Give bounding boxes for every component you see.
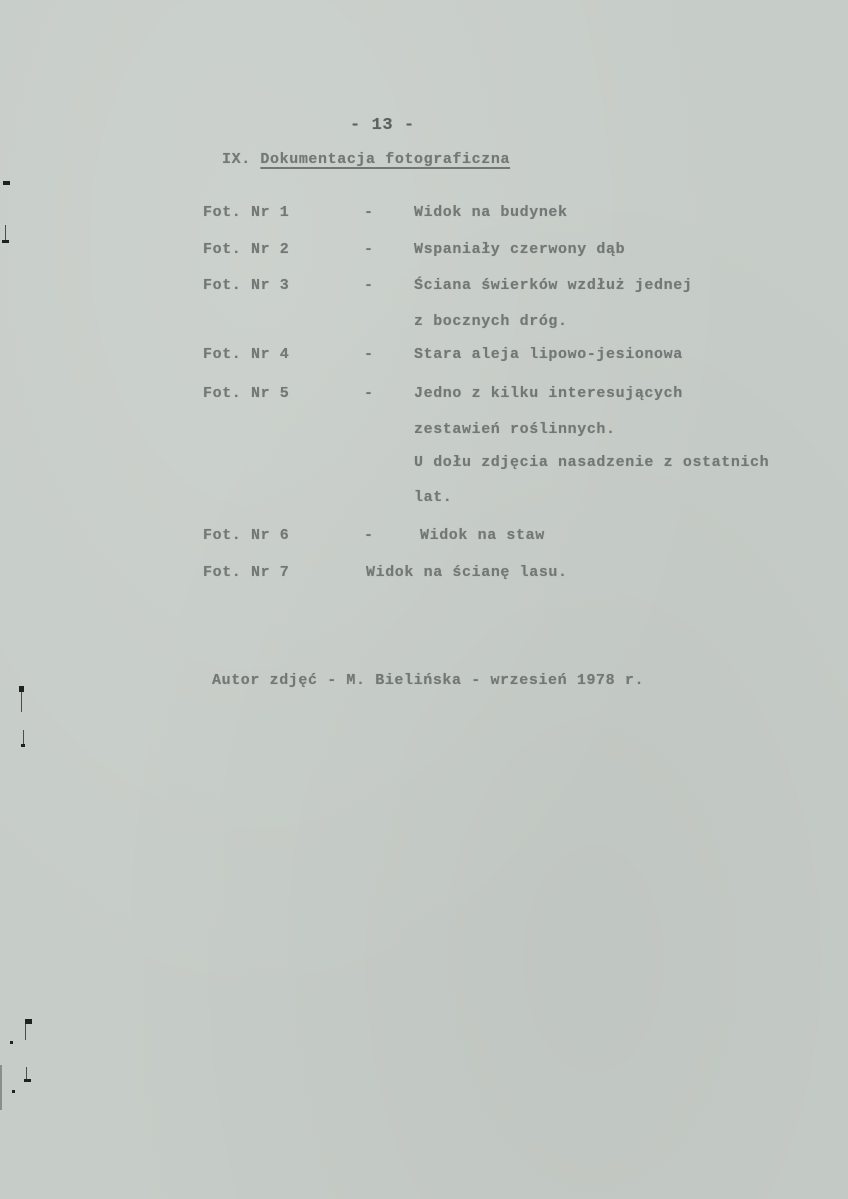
photo-description-3-line-1: Ściana świerków wzdłuż jednej bbox=[414, 277, 693, 294]
photo-dash-5: - bbox=[364, 385, 374, 402]
photo-description-3-line-2: z bocznych dróg. bbox=[414, 313, 568, 330]
photo-description-5-line-3: U dołu zdjęcia nasadzenie z ostatnich bbox=[414, 454, 770, 471]
photo-description-5-line-2: zestawień roślinnych. bbox=[414, 421, 616, 438]
page-number: - 13 - bbox=[350, 116, 415, 135]
photo-dash-1: - bbox=[364, 204, 374, 221]
photo-description-2: Wspaniały czerwony dąb bbox=[414, 241, 626, 258]
photo-description-4: Stara aleja lipowo-jesionowa bbox=[414, 346, 683, 363]
photo-dash-3: - bbox=[364, 277, 374, 294]
section-number: IX. bbox=[222, 151, 251, 168]
photo-label-2: Fot. Nr 2 bbox=[203, 241, 290, 258]
photo-description-7: Widok na ścianę lasu. bbox=[366, 564, 568, 581]
photo-dash-2: - bbox=[364, 241, 374, 258]
photo-description-6: Widok na staw bbox=[420, 527, 545, 544]
photo-label-6: Fot. Nr 6 bbox=[203, 527, 290, 544]
photo-label-1: Fot. Nr 1 bbox=[203, 204, 290, 221]
photo-label-5: Fot. Nr 5 bbox=[203, 385, 290, 402]
photo-label-4: Fot. Nr 4 bbox=[203, 346, 290, 363]
photo-dash-4: - bbox=[364, 346, 374, 363]
section-heading bbox=[222, 151, 510, 168]
section-title: Dokumentacja fotograficzna bbox=[260, 151, 511, 168]
photo-description-5-line-1: Jedno z kilku interesujących bbox=[414, 385, 683, 402]
photo-author-line: Autor zdjęć - M. Bielińska - wrzesień 1978 r. bbox=[212, 672, 645, 689]
photo-label-3: Fot. Nr 3 bbox=[203, 277, 290, 294]
photo-dash-6: - bbox=[364, 527, 374, 544]
photo-label-7: Fot. Nr 7 bbox=[203, 564, 290, 581]
photo-description-5-line-4: lat. bbox=[414, 489, 453, 506]
photo-description-1: Widok na budynek bbox=[414, 204, 568, 221]
